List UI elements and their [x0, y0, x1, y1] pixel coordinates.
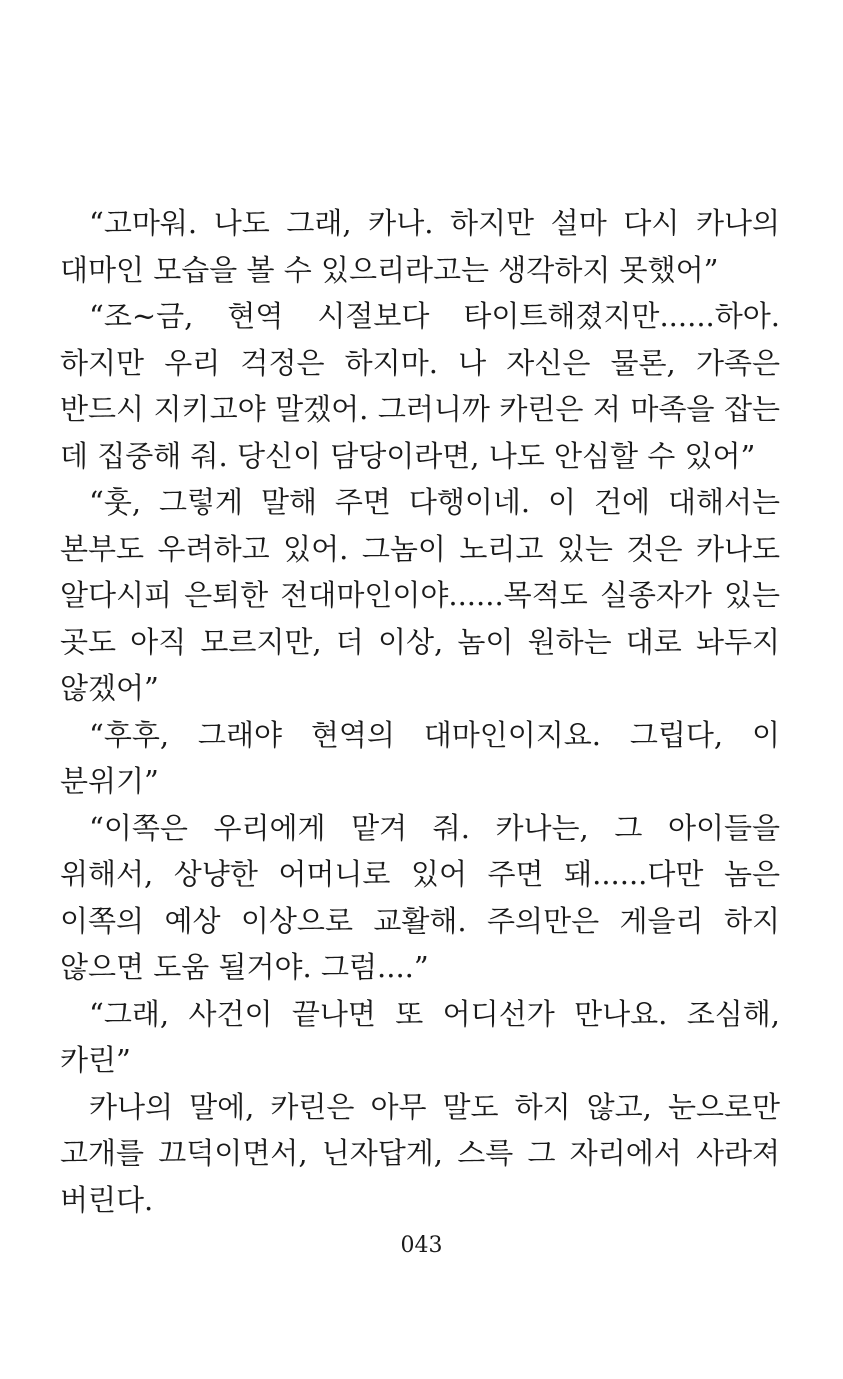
body-text [60, 200, 780, 1223]
paragraph-6: “그래, 사건이 끝나면 또 어디선가 만나요. 조심해, 카린” [60, 996, 780, 1077]
paragraph-1: “고마워. 나도 그래, 카나. 하지만 설마 다시 카나의 대마인 모습을 볼 수 있으리라고는 생각하지 못했어” [60, 206, 780, 287]
paragraph-3: “훗, 그렇게 말해 주면 다행이네. 이 건에 대해서는 본부도 우려하고 있어. 그놈이 노리고 있는 것은 카나도 알다시피 은퇴한 전대마인이야......목적도 실종자가 있는 곳도 아직 모르지만, 더 이상, 놈이 원하는 대로 놔두지 않겠어” [60, 485, 780, 705]
paragraph-7: 카나의 말에, 카린은 아무 말도 하지 않고, 눈으로만 고개를 끄덕이면서, 닌자답게, 스륵 그 자리에서 사라져 버린다. [60, 1089, 780, 1217]
page-number: 043 [400, 1233, 443, 1258]
paragraph-2: “조~금, 현역 시절보다 타이트해졌지만......하아. 하지만 우리 걱정은 하지마. 나 자신은 물론, 가족은 반드시 지키고야 말겠어. 그러니까 카린은 저 마족을 잡는 데 집중해 줘. 당신이 담당이라면, 나도 안심할 수 있어” [60, 299, 780, 473]
paragraph-4: “후후, 그래야 현역의 대마인이지요. 그립다, 이 분위기” [60, 717, 780, 798]
paragraph-5: “이쪽은 우리에게 맡겨 줘. 카나는, 그 아이들을 위해서, 상냥한 어머니로 있어 주면 돼......다만 놈은 이쪽의 예상 이상으로 교활해. 주의만은 게을리 하지 않으면 도움 될거야. 그럼....” [60, 810, 780, 984]
